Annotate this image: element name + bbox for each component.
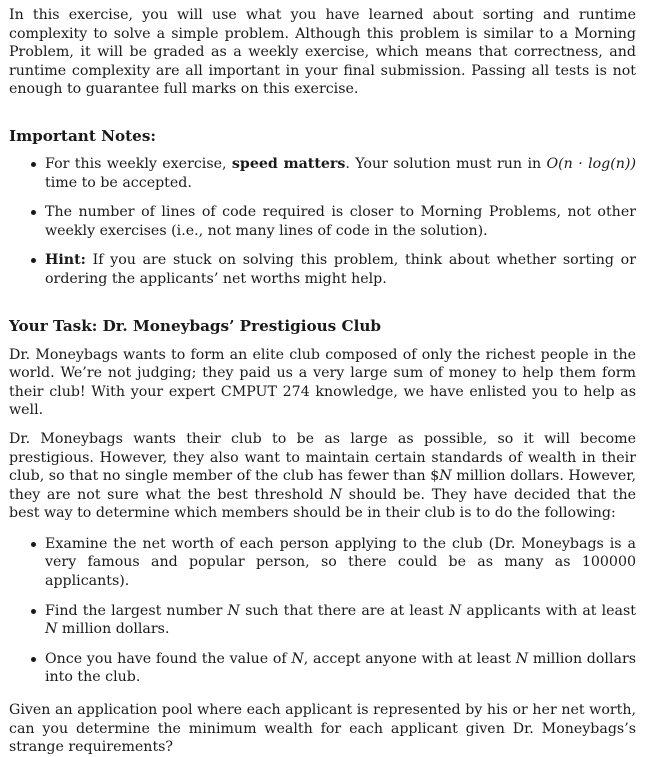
step-examine: Examine the net worth of each person applying to the club (Dr. Moneybags is a very famous and popular person, so there could be as many as 100000 applicants). (45, 535, 636, 590)
task-heading: Your Task: Dr. Moneybags’ Prestigious Club (9, 316, 382, 335)
note-speed-pre: For this weekly exercise, (45, 155, 232, 172)
notes-list (9, 155, 636, 289)
para2-n1: N (439, 468, 452, 485)
important-notes-heading: Important Notes: (9, 126, 156, 145)
s2n1: N (227, 602, 240, 619)
s3c: million dollars into the club. (45, 650, 637, 686)
complexity-formula: O(n · log(n)) (546, 155, 636, 172)
para2-part1: Dr. Moneybags wants their club to be as large as possible, so it will become prestigious. However, they also want to maintain certain standards of wealth in their club, so that no single member of the club has fewer than $ (9, 430, 636, 485)
note-speed-post: time to be accepted. (45, 174, 192, 191)
s3a: Once you have found the value of (45, 650, 292, 667)
s3n2: N (515, 650, 529, 667)
intro-paragraph: In this exercise, you will use what you have learned about sorting and runtime complexity to solve a simple problem. Although this problem is similar to a Morning Problem, it will be graded as a weekly exercise, which means that correctness, and runtime complexity are all important in your final submission. Passing all tests is not enough to guarantee full marks on this exercise. (9, 7, 636, 98)
s2n2: N (448, 602, 462, 619)
task-paragraph-1: Dr. Moneybags wants to form an elite club composed of only the richest people in the world. We’re not judging; they paid us a very large sum of money to help them form their club! With your expert CMPUT 274 knowledge, we have enlisted you to help as well. (9, 346, 636, 419)
note-speed (45, 155, 636, 192)
note-hint (45, 251, 636, 288)
steps-list (9, 535, 636, 687)
closing-paragraph: Given an application pool where each applicant is represented by his or her net worth, can you determine the minimum wealth for each applicant given Dr. Moneybags’s strange requirements? (9, 702, 636, 756)
step-accept (45, 650, 636, 687)
hint-text: If you are stuck on solving this problem, think about whether sorting or ordering the applicants’ net worths might help. (45, 252, 636, 287)
note-speed-mid: . Your solution must run in (345, 155, 547, 172)
s2a: Find the largest number (45, 602, 228, 619)
note-speed-bold: speed matters (231, 155, 346, 172)
s3n1: N (291, 650, 304, 667)
s2d: million dollars. (57, 621, 170, 638)
para2-n2: N (329, 486, 343, 503)
s2b: such that there are at least (239, 602, 449, 619)
s2n3: N (45, 621, 58, 638)
hint-label: Hint: (45, 252, 86, 269)
para2-part3: should be. They have decided that the best way to determine which members should be in their club is to do the following: (9, 486, 637, 522)
s3b: , accept anyone with at least (303, 650, 516, 667)
task-paragraph-2 (9, 430, 636, 523)
step-find-n (45, 602, 636, 639)
note-lines-of-code: The number of lines of code required is closer to Morning Problems, not other weekly exercises (i.e., not many lines of code in the solution). (45, 204, 636, 239)
s2c: applicants with at least (461, 602, 636, 619)
para2-part2: million dollars. However, they are not sure what the best threshold (9, 468, 637, 503)
